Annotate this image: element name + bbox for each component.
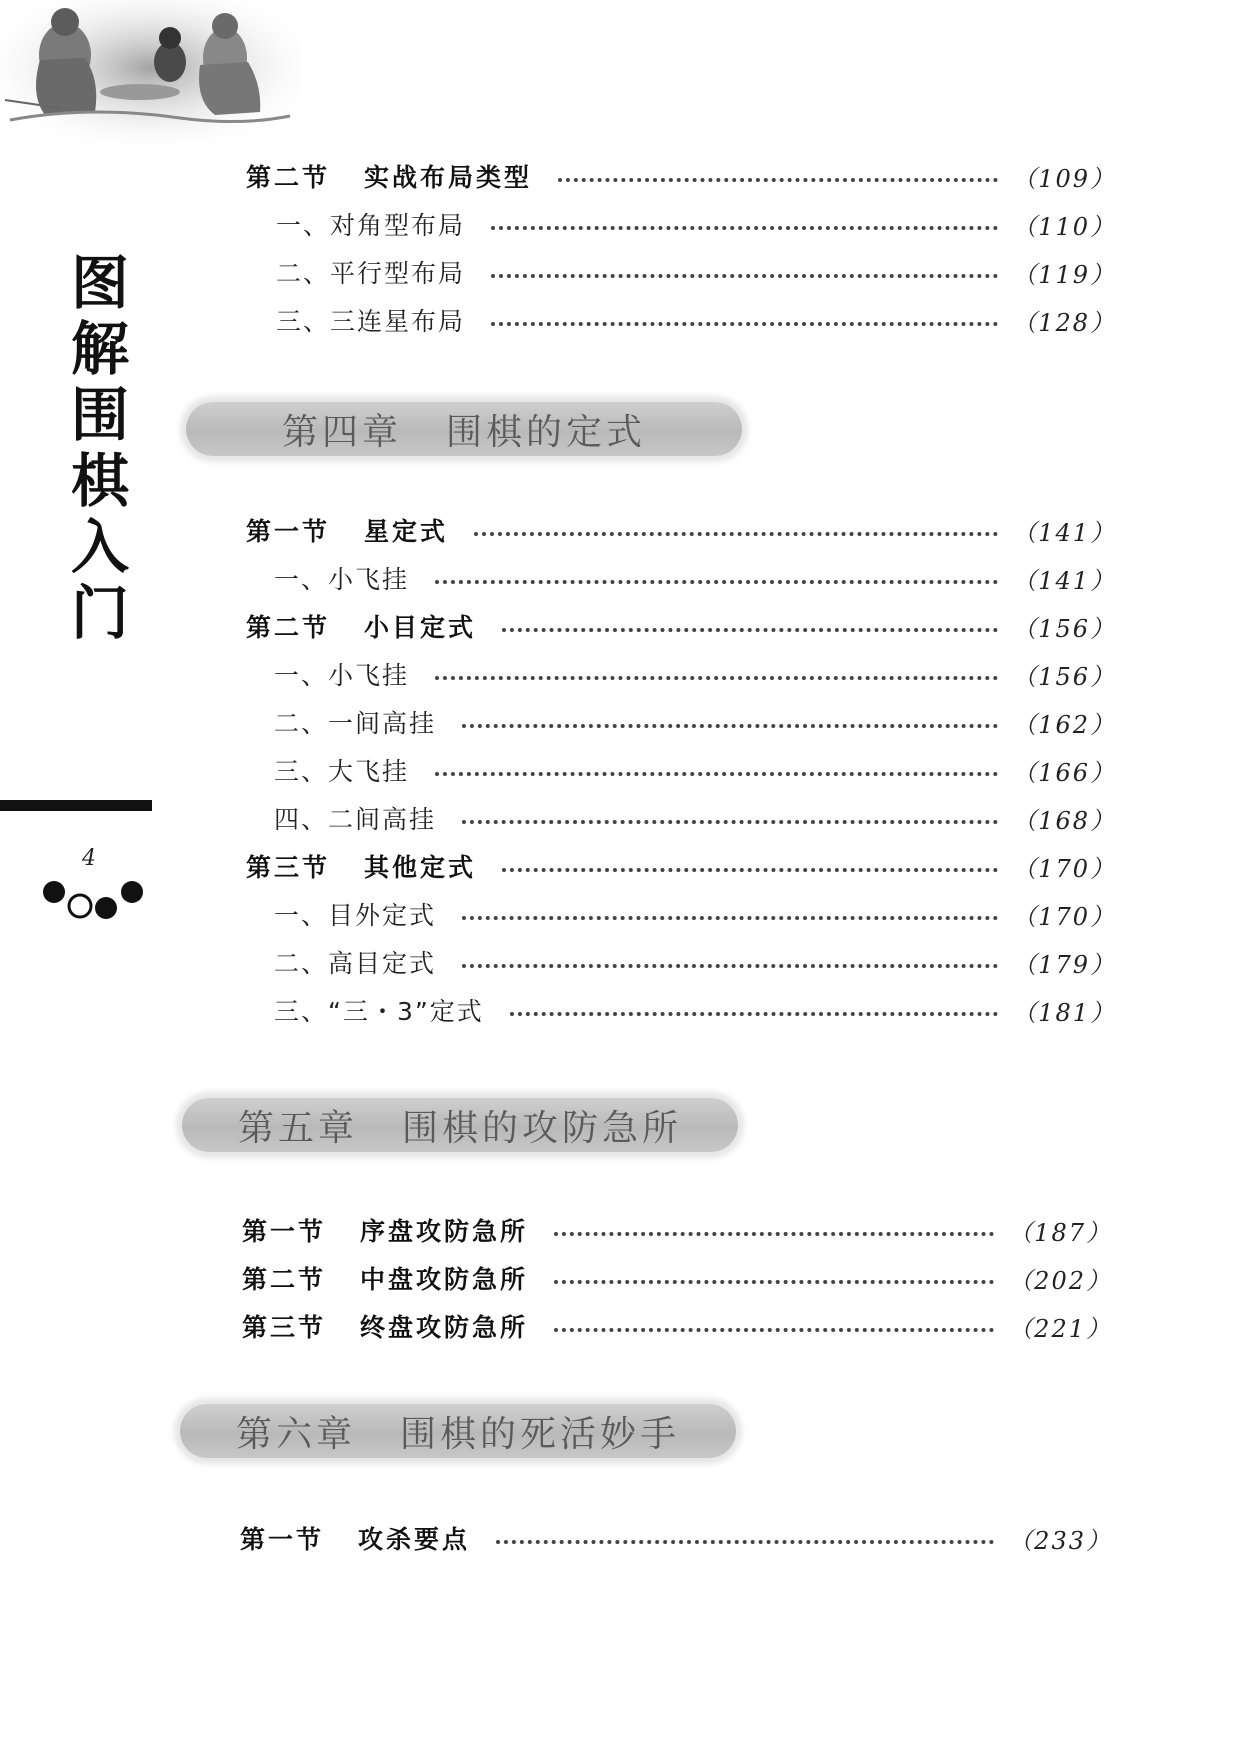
section-title: 实战布局类型	[364, 163, 533, 192]
item-title: 二、高目定式	[274, 949, 437, 978]
book-title-char: 入	[70, 513, 129, 581]
chapter-number: 第五章	[238, 1107, 359, 1149]
item-title: 一、目外定式	[274, 901, 437, 930]
leader-dots	[462, 816, 998, 824]
item-title: 一、小飞挂	[274, 565, 410, 594]
toc-section-row[interactable]	[246, 158, 1116, 194]
toc-section-row[interactable]	[246, 512, 1116, 548]
toc-item-row[interactable]	[274, 752, 1116, 788]
page-ref: （187）	[1008, 1218, 1112, 1247]
item-title: 三、大飞挂	[274, 757, 410, 786]
page-ref: （202）	[1008, 1266, 1112, 1295]
book-title-char: 围	[70, 381, 129, 449]
section-title: 其他定式	[364, 853, 477, 882]
section-number: 第三节	[246, 853, 331, 882]
item-title: 二、平行型布局	[276, 259, 466, 288]
leader-dots	[435, 768, 998, 776]
page-ref: （141）	[1012, 518, 1116, 547]
page-ref: （179）	[1012, 950, 1116, 979]
toc-section-row[interactable]	[246, 848, 1116, 884]
chapter-banner[interactable]	[186, 402, 742, 456]
page-ref: （109）	[1012, 164, 1116, 193]
section-number: 第一节	[242, 1217, 327, 1246]
item-title: 一、对角型布局	[276, 211, 466, 240]
leader-dots	[558, 174, 998, 182]
toc-item-row[interactable]	[276, 254, 1116, 290]
page-ref: （181）	[1012, 998, 1116, 1027]
book-title-char: 图	[70, 249, 129, 317]
chapter-title: 围棋的攻防急所	[402, 1107, 683, 1149]
section-number: 第一节	[246, 517, 331, 546]
item-title: 四、二间高挂	[274, 805, 437, 834]
leader-dots	[435, 672, 998, 680]
chapter-banner[interactable]	[182, 1098, 738, 1152]
section-title: 攻杀要点	[358, 1525, 471, 1554]
toc-item-row[interactable]	[276, 302, 1116, 338]
page-ref: （170）	[1012, 902, 1116, 931]
page-ref: （166）	[1012, 758, 1116, 787]
toc-section-row[interactable]	[242, 1212, 1112, 1248]
book-title-char: 解	[70, 315, 129, 383]
chapter-title: 围棋的定式	[446, 411, 647, 453]
leader-dots	[462, 720, 998, 728]
leader-dots	[510, 1008, 998, 1016]
toc-item-row[interactable]	[274, 656, 1116, 692]
leader-dots	[491, 270, 998, 278]
section-number: 第二节	[242, 1265, 327, 1294]
page-ref: （221）	[1008, 1314, 1112, 1343]
section-title: 序盘攻防急所	[360, 1217, 529, 1246]
leader-dots	[491, 318, 998, 326]
toc-section-row[interactable]	[242, 1260, 1112, 1296]
toc-item-row[interactable]	[274, 944, 1116, 980]
leader-dots	[502, 624, 998, 632]
toc-section-row[interactable]	[242, 1308, 1112, 1344]
page-ref: （110）	[1012, 212, 1116, 241]
section-title: 星定式	[364, 517, 449, 546]
leader-dots	[435, 576, 998, 584]
page-ref: （156）	[1012, 662, 1116, 691]
toc-item-row[interactable]	[274, 896, 1116, 932]
leader-dots	[491, 222, 998, 230]
leader-dots	[462, 960, 998, 968]
page-ref: （119）	[1012, 260, 1116, 289]
page-number: 4	[82, 846, 96, 871]
section-number: 第二节	[246, 163, 331, 192]
leader-dots	[554, 1276, 994, 1284]
section-title: 小目定式	[364, 613, 477, 642]
book-title-char: 棋	[70, 447, 129, 515]
toc-item-row[interactable]	[274, 704, 1116, 740]
item-title: 三、三连星布局	[276, 307, 466, 336]
chapter-title: 围棋的死活妙手	[400, 1413, 681, 1455]
item-title: 三、“三・3”定式	[274, 997, 484, 1026]
page-ref: （168）	[1012, 806, 1116, 835]
chapter-banner[interactable]	[180, 1404, 736, 1458]
page-ref: （128）	[1012, 308, 1116, 337]
section-title: 终盘攻防急所	[360, 1313, 529, 1342]
leader-dots	[502, 864, 998, 872]
toc-section-row[interactable]	[240, 1520, 1112, 1556]
toc-item-row[interactable]	[274, 560, 1116, 596]
page-ref: （162）	[1012, 710, 1116, 739]
leader-dots	[474, 528, 998, 536]
leader-dots	[554, 1324, 994, 1332]
chapter-number: 第六章	[236, 1413, 357, 1455]
book-title-char: 门	[70, 579, 129, 647]
section-title: 中盘攻防急所	[360, 1265, 529, 1294]
toc-item-row[interactable]	[274, 800, 1116, 836]
page-ref: （156）	[1012, 614, 1116, 643]
page-ref: （141）	[1012, 566, 1116, 595]
toc-section-row[interactable]	[246, 608, 1116, 644]
section-number: 第二节	[246, 613, 331, 642]
leader-dots	[554, 1228, 994, 1236]
page-ref: （233）	[1008, 1526, 1112, 1555]
item-title: 二、一间高挂	[274, 709, 437, 738]
chapter-number: 第四章	[282, 411, 403, 453]
section-number: 第一节	[240, 1525, 325, 1554]
toc-item-row[interactable]	[276, 206, 1116, 242]
page-ref: （170）	[1012, 854, 1116, 883]
leader-dots	[496, 1536, 994, 1544]
leader-dots	[462, 912, 998, 920]
toc-item-row[interactable]	[274, 992, 1116, 1028]
section-number: 第三节	[242, 1313, 327, 1342]
item-title: 一、小飞挂	[274, 661, 410, 690]
